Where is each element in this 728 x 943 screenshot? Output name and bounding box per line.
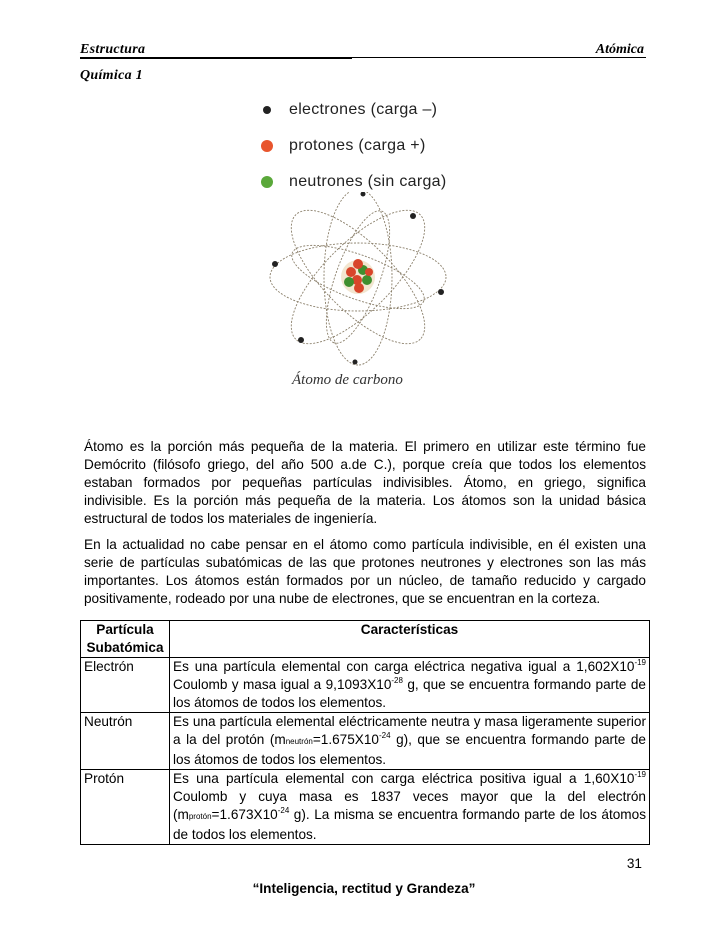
table-row bbox=[81, 658, 650, 713]
legend-label: neutrones (sin carga) bbox=[289, 173, 447, 190]
header-title-right: Atómica bbox=[595, 42, 644, 57]
paragraph-2: En la actualidad no cabe pensar en el átomo como partícula indivisible, en él existen una serie de partículas subatómicas de las que protones neutrones y electrones son las más importantes. Los átomos están formados por un núcleo, de tamaño reducido y cargado positivamente, rodeado por una nube de electrones, que se encuentran en la corteza. bbox=[84, 536, 646, 606]
particles-table bbox=[80, 620, 650, 845]
table-row bbox=[81, 713, 650, 770]
particle-description: Es una partícula elemental eléctricamente neutra y masa ligeramente superior a la del protón ($mneutrón=1.675X10^{-24}$ g), que se encuentra formando parte de los átomos de todos los elementos. bbox=[170, 713, 650, 770]
legend-label: protones (carga +) bbox=[289, 137, 426, 154]
particle-name: Protón bbox=[81, 770, 170, 845]
header-title-left: Estructura bbox=[80, 42, 146, 57]
particle-description: Es una partícula elemental con carga eléctrica positiva igual a $1,60X10^{-19}$ Coulomb y cuya masa es 1837 veces mayor que la del electrón ($mprotón=1.673X10^{-24}$ g). La misma se encuentra formando parte de los átomos de todos los elementos. bbox=[170, 770, 650, 845]
header-subtitle: Química 1 bbox=[80, 68, 143, 83]
figure-caption: Átomo de carbono bbox=[292, 372, 403, 388]
particle-name: Neutrón bbox=[81, 713, 170, 770]
legend-item-electrons bbox=[255, 92, 455, 128]
proton-dot-icon bbox=[261, 140, 273, 152]
particle-name: Electrón bbox=[81, 658, 170, 713]
neutron-dot-icon bbox=[261, 176, 273, 188]
footer-motto: “Inteligencia, rectitud y Grandeza” bbox=[252, 881, 476, 896]
header-left bbox=[80, 42, 145, 84]
atom-figure bbox=[255, 92, 455, 392]
nucleus bbox=[341, 259, 375, 294]
paragraph-1: Átomo es la porción más pequeña de la materia. El primero en utilizar este término fue Demócrito (filósofo griego, del año 500 a.de C.), porque creía que todos los elementos estaban formados por pequeñas partículas indivisibles. Átomo, en griego, significa indivisible. Es la porción más pequeña de la materia. Los átomos son la unidad básica estructural de todos los materiales de ingeniería. bbox=[84, 438, 646, 526]
column-header-particle: Partícula Subatómica bbox=[81, 621, 170, 658]
figure-legend bbox=[255, 92, 455, 200]
table-header-row bbox=[81, 621, 650, 658]
legend-label: electrones (carga –) bbox=[289, 101, 438, 118]
column-header-characteristics: Características bbox=[170, 621, 650, 658]
table-row bbox=[81, 770, 650, 845]
page-number: 31 bbox=[626, 856, 642, 871]
header-rule-bold bbox=[80, 58, 352, 59]
electron-dot-icon bbox=[263, 106, 271, 114]
carbon-atom-illustration bbox=[263, 192, 453, 392]
legend-item-protons bbox=[255, 128, 455, 164]
particle-description: Es una partícula elemental con carga eléctrica negativa igual a $1,602X10^{-19}$ Coulomb y masa igual a $9,1093X10^{-28}$ g, que se encuentra formando parte de los átomos de todos los elementos. bbox=[170, 658, 650, 713]
